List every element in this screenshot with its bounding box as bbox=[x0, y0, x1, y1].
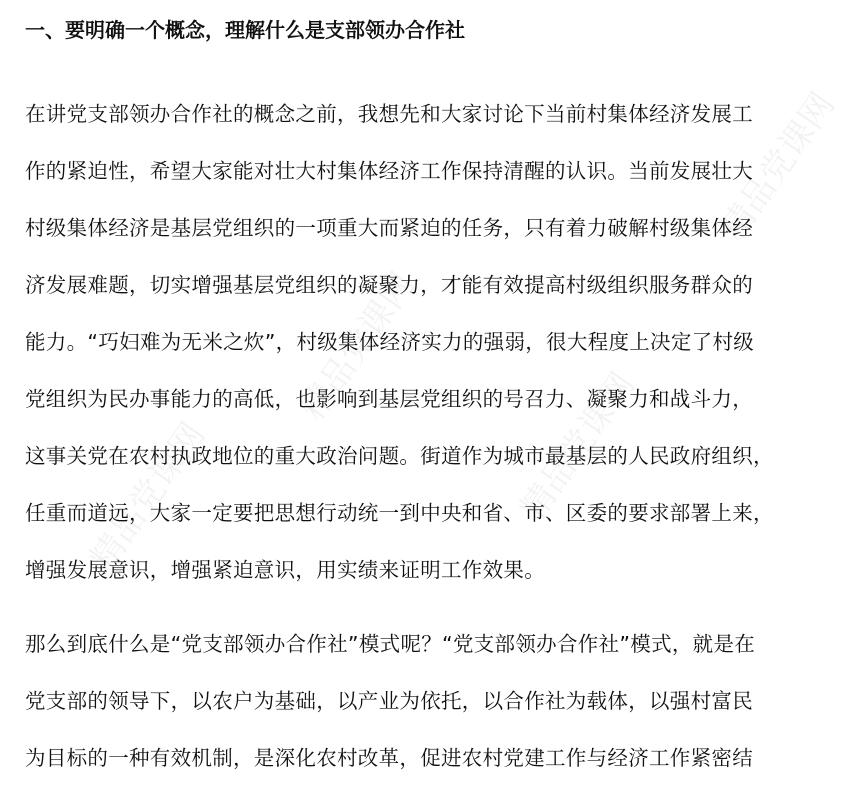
paragraph-2 bbox=[25, 616, 785, 787]
text-line: 作的紧迫性，希望大家能对壮大村集体经济工作保持清醒的认识。当前发展壮大 bbox=[25, 159, 753, 183]
watermark: 精品党课网 bbox=[512, 365, 644, 528]
text-line: 能力。“巧妇难为无米之炊”，村级集体经济实力的强弱，很大程度上决定了村级 bbox=[25, 330, 755, 354]
text-line: 村级集体经济是基层党组织的一项重大而紧迫的任务，只有着力破解村级集体经 bbox=[25, 216, 753, 240]
text-line: 那么到底什么是“党支部领办合作社”模式呢？“党支部领办合作社”模式，就是在 bbox=[25, 632, 756, 656]
text-line: 增强发展意识，增强紧迫意识，用实绩来证明工作效果。 bbox=[25, 558, 545, 582]
paragraph-1 bbox=[25, 86, 785, 599]
text-line: 这事关党在农村执政地位的重大政治问题。街道作为城市最基层的人民政府组织， bbox=[25, 444, 774, 468]
text-line: 任重而道远，大家一定要把思想行动统一到中央和省、市、区委的要求部署上来， bbox=[25, 501, 774, 525]
section-heading: 一、要明确一个概念，理解什么是支部领办合作社 bbox=[25, 18, 465, 42]
text-line: 济发展难题，切实增强基层党组织的凝聚力，才能有效提高村级组织服务群众的 bbox=[25, 273, 753, 297]
watermark: 精品党课网 bbox=[292, 265, 424, 428]
text-line: 党支部的领导下，以农户为基础，以产业为依托，以合作社为载体，以强村富民 bbox=[25, 689, 753, 713]
text-line: 党组织为民办事能力的高低，也影响到基层党组织的号召力、凝聚力和战斗力， bbox=[25, 387, 753, 411]
text-line: 为目标的一种有效机制，是深化农村改革，促进农村党建工作与经济工作紧密结 bbox=[25, 746, 753, 770]
watermark: 精品党课网 bbox=[712, 85, 844, 248]
text-line: 在讲党支部领办合作社的概念之前，我想先和大家讨论下当前村集体经济发展工 bbox=[25, 102, 753, 126]
watermark: 精品党课网 bbox=[82, 415, 214, 578]
